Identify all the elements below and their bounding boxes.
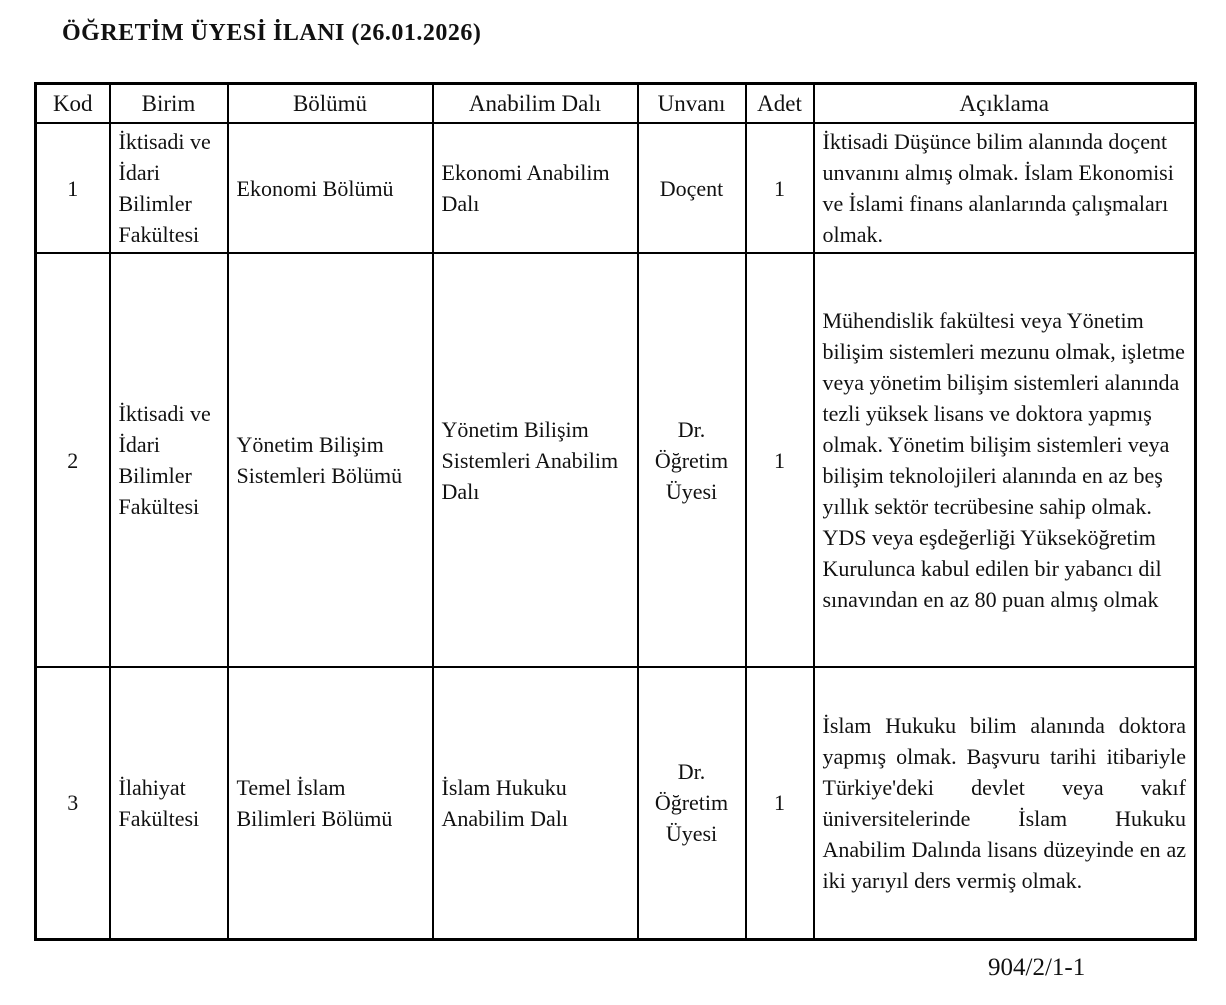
cell-aciklama: İslam Hukuku bilim alanında doktora yapmış olmak. Başvuru tarihi itibariyle Türkiye'deki devlet veya vakıf üniversitelerinde İslam Hukuku Anabilim Dalında lisans düzeyinde en az iki yarıyıl ders vermiş olmak. xyxy=(814,667,1196,939)
cell-birim: İktisadi ve İdari Bilimler Fakültesi xyxy=(110,253,228,667)
cell-kod: 1 xyxy=(36,123,110,253)
cell-unvani: Dr. Öğretim Üyesi xyxy=(638,667,746,939)
cell-birim: İktisadi ve İdari Bilimler Fakültesi xyxy=(110,123,228,253)
cell-bolumu: Ekonomi Bölümü xyxy=(228,123,433,253)
cell-kod: 3 xyxy=(36,667,110,939)
cell-anabilim-dali: Yönetim Bilişim Sistemleri Anabilim Dalı xyxy=(433,253,638,667)
cell-birim: İlahiyat Fakültesi xyxy=(110,667,228,939)
cell-unvani: Doçent xyxy=(638,123,746,253)
cell-anabilim-dali: İslam Hukuku Anabilim Dalı xyxy=(433,667,638,939)
table-row xyxy=(36,123,1196,253)
cell-adet: 1 xyxy=(746,123,814,253)
column-header-kod: Kod xyxy=(36,84,110,124)
column-header-adet: Adet xyxy=(746,84,814,124)
document-title: ÖĞRETİM ÜYESİ İLANI (26.01.2026) xyxy=(62,20,482,46)
cell-adet: 1 xyxy=(746,253,814,667)
cell-aciklama: İktisadi Düşünce bilim alanında doçent unvanını almış olmak. İslam Ekonomisi ve İslami finans alanlarında çalışmaları olmak. xyxy=(814,123,1196,253)
table-header-row xyxy=(36,84,1196,124)
column-header-anabilim-dali: Anabilim Dalı xyxy=(433,84,638,124)
cell-bolumu: Yönetim Bilişim Sistemleri Bölümü xyxy=(228,253,433,667)
reference-number: 904/2/1-1 xyxy=(988,954,1086,981)
cell-aciklama: Mühendislik fakültesi veya Yönetim bilişim sistemleri mezunu olmak, işletme veya yönetim bilişim sistemleri alanında tezli yüksek lisans ve doktora yapmış olmak. Yönetim bilişim sistemleri veya bilişim teknolojileri alanında en az beş yıllık sektör tecrübesine sahip olmak. YDS veya eşdeğerliği Yükseköğretim Kurulunca kabul edilen bir yabancı dil sınavından en az 80 puan almış olmak xyxy=(814,253,1196,667)
announcement-table xyxy=(34,82,1197,941)
column-header-aciklama: Açıklama xyxy=(814,84,1196,124)
cell-unvani: Dr. Öğretim Üyesi xyxy=(638,253,746,667)
column-header-unvani: Unvanı xyxy=(638,84,746,124)
table-row xyxy=(36,667,1196,939)
cell-adet: 1 xyxy=(746,667,814,939)
cell-anabilim-dali: Ekonomi Anabilim Dalı xyxy=(433,123,638,253)
table-row xyxy=(36,253,1196,667)
cell-bolumu: Temel İslam Bilimleri Bölümü xyxy=(228,667,433,939)
cell-kod: 2 xyxy=(36,253,110,667)
column-header-birim: Birim xyxy=(110,84,228,124)
column-header-bolumu: Bölümü xyxy=(228,84,433,124)
